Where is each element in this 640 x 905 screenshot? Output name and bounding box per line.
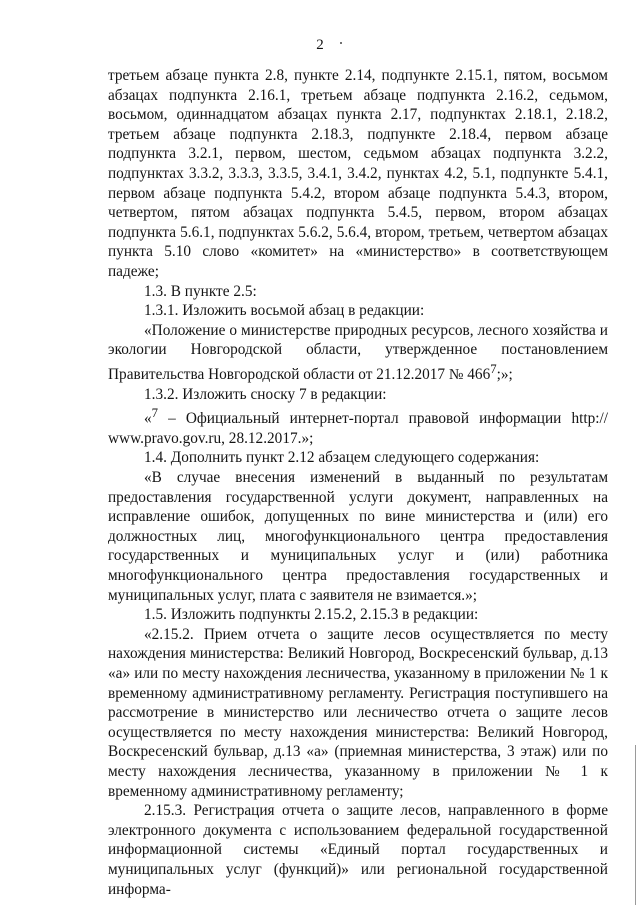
- page-number: 2: [316, 37, 324, 53]
- paragraph-regulation-quote: [108, 321, 608, 385]
- paragraph-2-15-2: «2.15.2. Прием отчета о защите лесов осуществляется по месту нахождения министерства: Великий Новгород, Воскресенский бульвар, д.13 «а» или по месту нахождения лесничества, указанному в приложении № 1 к временному административному регламенту. Регистрация поступившего на рассмотрение в министерство или лесничество отчета о защите лесов осуществляется по месту нахождения министерства: Великий Новгород, Воскресенский бульвар, д.13 «а» (приемная министерства, 3 этаж) или по месту нахождения лесничества, указанному в приложении № 1 к временному административному регламенту;: [108, 625, 608, 800]
- footnote-mark: 7: [151, 406, 159, 421]
- quote-text: «Положение о министерстве природных ресурсов, лесного хозяйства и экологии Новгородской области, утвержденное постановлением Правительства Новгородской области от 21.12.2017 № 466: [108, 321, 608, 383]
- paragraph-footnote-quote: [108, 404, 608, 448]
- paragraph-amendment-list: третьем абзаце пункта 2.8, пункте 2.14, подпункте 2.15.1, пятом, восьмом абзацах подпункта 2.16.1, третьем абзаце подпункта 2.16.2, седьмом, восьмом, одиннадцатом абзацах пункта 2.17, подпунктах 2.18.1, 2.18.2, третьем абзаце подпункта 2.18.3, подпункте 2.18.4, первом абзаце подпункта 3.2.1, первом, шестом, седьмом абзацах подпункта 3.2.2, подпунктах 3.3.2, 3.3.3, 3.3.5, 3.4.1, 3.4.2, пунктах 4.2, 5.1, подпункте 5.4.1, первом абзаце подпункта 5.4.2, втором абзаце подпункта 5.4.3, втором, четвертом, пятом абзацах подпункта 5.4.5, первом, втором абзацах подпункта 5.6.1, подпунктах 5.6.2, 5.6.4, втором, третьем, четвертом абзацах пункта 5.10 слово «комитет» на «министерство» в соответствующем падеже;: [108, 67, 608, 280]
- paragraph-1-3-2: 1.3.2. Изложить сноску 7 в редакции:: [144, 385, 387, 403]
- paragraph-2-15-3: 2.15.3. Регистрация отчета о защите лесов, направленного в форме электронного документа с использованием федеральной государственной информационной системы «Единый портал государственных и муниципальных услуг (функций)» или региональной государственной информа-: [108, 802, 608, 898]
- scan-edge-line: [635, 745, 636, 905]
- paragraph-1-3-1: 1.3.1. Изложить восьмой абзац в редакции:: [144, 302, 425, 320]
- quote-open: «: [144, 410, 152, 428]
- document-body: [108, 66, 608, 899]
- paragraph-1-4: 1.4. Дополнить пункт 2.12 абзацем следующего содержания:: [144, 449, 540, 467]
- scan-speck: [340, 42, 342, 44]
- paragraph-fee-quote: «В случае внесения изменений в выданный по результатам предоставления государственной услуги документ, направленных на исправление ошибок, допущенных по вине министерства и (или) его должностных лиц, многофункционального центра предоставления государственных и муниципальных услуг и (или) работника многофункционального центра предоставления государственных и муниципальных услуг, плата с заявителя не взимается.»;: [108, 469, 608, 604]
- paragraph-1-3: 1.3. В пункте 2.5:: [144, 282, 257, 300]
- paragraph-1-5: 1.5. Изложить подпункты 2.15.2, 2.15.3 в редакции:: [144, 606, 479, 624]
- footnote-ref: 7: [490, 361, 497, 376]
- quote-end: ;»;: [496, 366, 513, 383]
- footnote-text: – Официальный интернет-портал правовой информации http:// www.pravo.gov.ru, 28.12.2017.»;: [108, 410, 608, 447]
